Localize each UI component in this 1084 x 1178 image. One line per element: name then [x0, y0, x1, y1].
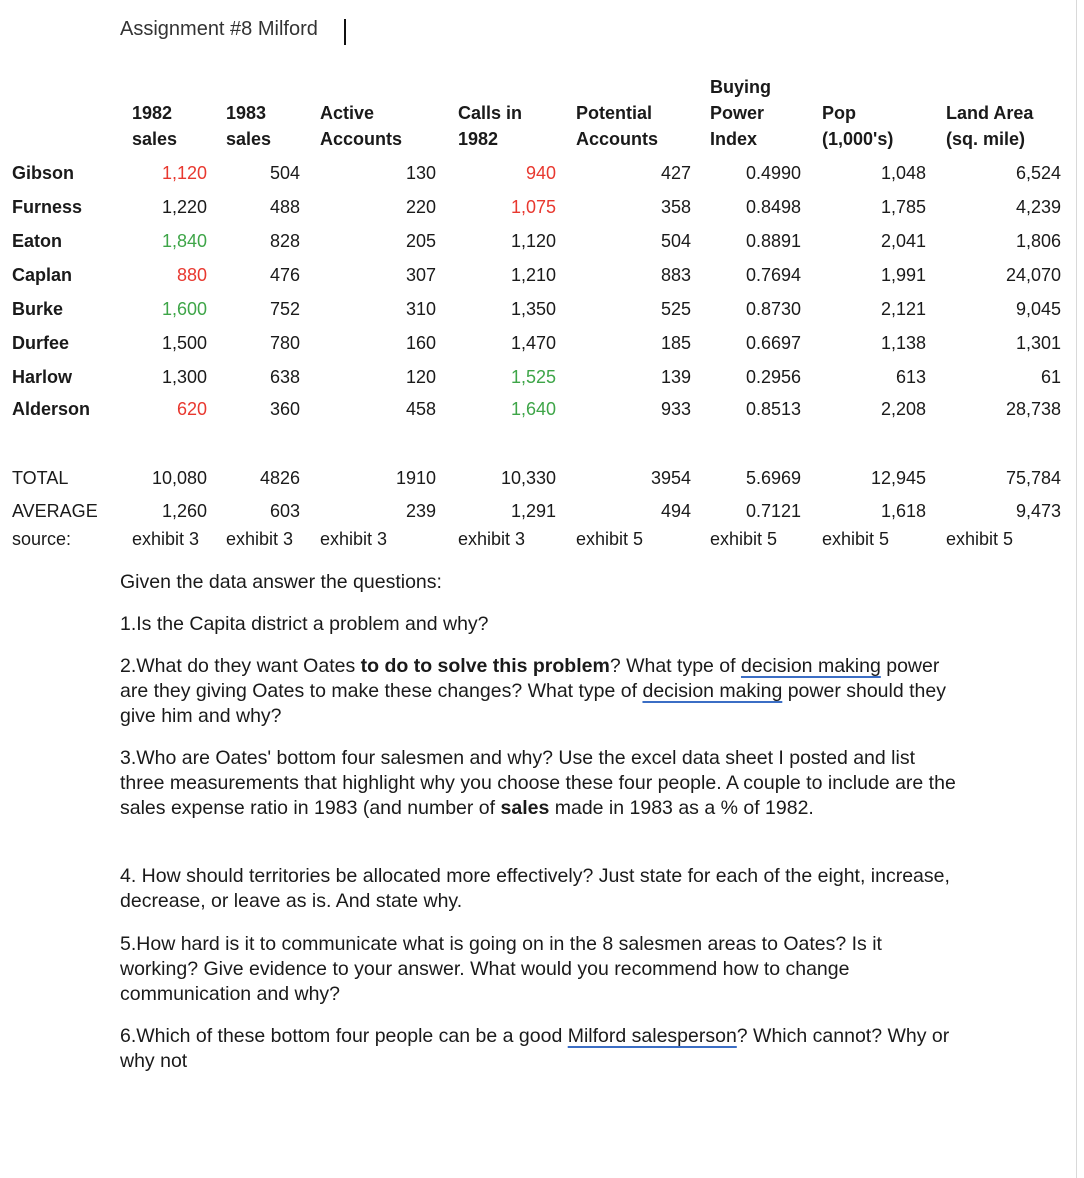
table-cell: 504	[269, 163, 300, 183]
source-cell: exhibit 5	[946, 529, 1014, 549]
table-cell: 1,640	[510, 399, 556, 419]
questions-intro: Given the data answer the questions:	[120, 571, 442, 593]
column-header: Potential	[576, 103, 653, 123]
table-cell: 1,301	[1015, 333, 1061, 353]
question-4: 4. How should territories be allocated more effectively? Just state for each of the eight, increase, decrease, or leave as is. And state why.	[120, 865, 950, 912]
table-cell: 2,121	[880, 299, 926, 319]
table-cell: 504	[660, 231, 691, 251]
spellcheck-underline: decision making	[642, 680, 783, 702]
source-label: source:	[12, 529, 72, 549]
table-cell: 0.8891	[745, 231, 801, 251]
column-header: sales	[132, 129, 178, 149]
table-cell: 525	[660, 299, 691, 319]
table-cell: 0.8730	[745, 299, 801, 319]
row-label: Furness	[12, 197, 83, 217]
source-cell: exhibit 3	[132, 529, 200, 549]
table-cell: 880	[176, 265, 207, 285]
average-row-cell: 603	[269, 501, 300, 521]
table-cell: 933	[660, 399, 691, 419]
table-cell: 360	[269, 399, 300, 419]
column-header: sales	[226, 129, 272, 149]
table-cell: 139	[660, 367, 691, 387]
row-label: Eaton	[12, 231, 63, 251]
table-cell: 4,239	[1015, 197, 1061, 217]
column-header: Buying	[710, 77, 771, 97]
column-header: Land Area	[946, 103, 1034, 123]
table-cell: 9,045	[1015, 299, 1061, 319]
table-cell: 61	[1040, 367, 1061, 387]
spellcheck-underline: decision making	[740, 655, 881, 677]
column-header: (sq. mile)	[946, 129, 1026, 149]
total-row-label: TOTAL	[12, 468, 69, 488]
row-label: Durfee	[12, 333, 70, 353]
column-header: Pop	[822, 103, 856, 123]
question-3: 3.Who are Oates' bottom four salesmen and why? Use the excel data sheet I posted and list three measurements that highlight why you choose these four people. A couple to include are the sales expense ratio in 1983 (and number of sales made in 1983 as a % of 1982.	[120, 747, 956, 819]
table-cell: 1,470	[510, 333, 556, 353]
page-edge	[1076, 0, 1077, 1178]
average-row-cell: 1,291	[510, 501, 556, 521]
table-cell: 0.8513	[745, 399, 801, 419]
table-cell: 1,210	[510, 265, 556, 285]
total-row-cell: 4826	[259, 468, 300, 488]
table-cell: 1,525	[510, 367, 556, 387]
table-cell: 1,075	[510, 197, 556, 217]
table-cell: 0.6697	[745, 333, 801, 353]
total-row-cell: 75,784	[1005, 468, 1061, 488]
total-row-cell: 3954	[650, 468, 691, 488]
table-cell: 185	[660, 333, 691, 353]
row-label: Harlow	[12, 367, 73, 387]
text-cursor	[344, 19, 346, 45]
total-row-cell: 10,080	[151, 468, 207, 488]
column-header: Index	[710, 129, 758, 149]
document-title: Assignment #8 Milford	[120, 18, 318, 40]
column-header: Calls in	[458, 103, 523, 123]
table-cell: 2,041	[880, 231, 926, 251]
table-cell: 1,350	[510, 299, 556, 319]
table-cell: 6,524	[1015, 163, 1061, 183]
table-cell: 1,600	[161, 299, 207, 319]
table-cell: 220	[405, 197, 436, 217]
table-cell: 1,300	[161, 367, 207, 387]
total-row-cell: 12,945	[870, 468, 926, 488]
table-cell: 1,806	[1015, 231, 1061, 251]
row-label: Caplan	[12, 265, 73, 285]
question-1: 1.Is the Capita district a problem and why?	[120, 613, 489, 635]
table-cell: 488	[269, 197, 300, 217]
average-row-cell: 0.7121	[745, 501, 801, 521]
table-cell: 620	[176, 399, 207, 419]
row-label: Burke	[12, 299, 64, 319]
table-cell: 1,991	[880, 265, 926, 285]
table-cell: 940	[525, 163, 556, 183]
table-cell: 130	[405, 163, 436, 183]
column-header: 1982	[458, 129, 499, 149]
table-cell: 1,840	[161, 231, 207, 251]
table-cell: 0.7694	[745, 265, 801, 285]
table-cell: 752	[269, 299, 300, 319]
average-row-cell: 1,618	[880, 501, 926, 521]
source-cell: exhibit 5	[576, 529, 644, 549]
average-row-cell: 494	[660, 501, 691, 521]
table-cell: 638	[269, 367, 300, 387]
column-header: 1982	[132, 103, 173, 123]
column-header: Active	[320, 103, 375, 123]
column-header: Accounts	[320, 129, 403, 149]
table-cell: 427	[660, 163, 691, 183]
table-cell: 0.2956	[745, 367, 801, 387]
column-header: Accounts	[576, 129, 659, 149]
table-cell: 0.8498	[745, 197, 801, 217]
table-cell: 0.4990	[745, 163, 801, 183]
table-cell: 28,738	[1005, 399, 1061, 419]
table-cell: 883	[660, 265, 691, 285]
table-cell: 2,208	[880, 399, 926, 419]
table-cell: 613	[895, 367, 926, 387]
table-cell: 310	[405, 299, 436, 319]
source-cell: exhibit 3	[226, 529, 294, 549]
source-cell: exhibit 3	[320, 529, 388, 549]
table-cell: 160	[405, 333, 436, 353]
total-row-cell: 1910	[395, 468, 436, 488]
table-cell: 205	[405, 231, 436, 251]
table-cell: 24,070	[1005, 265, 1061, 285]
table-cell: 458	[405, 399, 436, 419]
table-cell: 1,138	[880, 333, 926, 353]
column-header: 1983	[226, 103, 267, 123]
average-row-label: AVERAGE	[12, 501, 98, 521]
table-cell: 1,220	[161, 197, 207, 217]
spellcheck-underline: Milford salesperson	[567, 1025, 737, 1047]
table-cell: 780	[269, 333, 300, 353]
question-5: 5.How hard is it to communicate what is going on in the 8 salesmen areas to Oates? Is it working? Give evidence to your answer. What would you recommend how to change communication and why?	[120, 933, 882, 1005]
source-cell: exhibit 5	[822, 529, 890, 549]
question-6: 6.Which of these bottom four people can be a good Milford salesperson? Which cannot? Why or why not	[120, 1025, 950, 1072]
average-row-cell: 9,473	[1015, 501, 1061, 521]
average-row-cell: 1,260	[161, 501, 207, 521]
column-header: Power	[710, 103, 765, 123]
table-cell: 307	[405, 265, 436, 285]
table-cell: 120	[405, 367, 436, 387]
table-cell: 1,500	[161, 333, 207, 353]
row-label: Gibson	[12, 163, 74, 183]
average-row-cell: 239	[405, 501, 436, 521]
table-cell: 828	[269, 231, 300, 251]
table-cell: 1,048	[880, 163, 926, 183]
question-2: 2.What do they want Oates to do to solve this problem? What type of decision making power are they giving Oates to make these changes? What type of decision making power should they give him and why?	[120, 655, 946, 727]
table-cell: 476	[269, 265, 300, 285]
source-cell: exhibit 3	[458, 529, 526, 549]
total-row-cell: 10,330	[500, 468, 556, 488]
column-header: (1,000's)	[822, 129, 894, 149]
row-label: Alderson	[12, 399, 91, 419]
table-cell: 1,120	[510, 231, 556, 251]
table-cell: 1,785	[880, 197, 926, 217]
table-cell: 358	[660, 197, 691, 217]
total-row-cell: 5.6969	[745, 468, 801, 488]
source-cell: exhibit 5	[710, 529, 778, 549]
table-cell: 1,120	[161, 163, 207, 183]
